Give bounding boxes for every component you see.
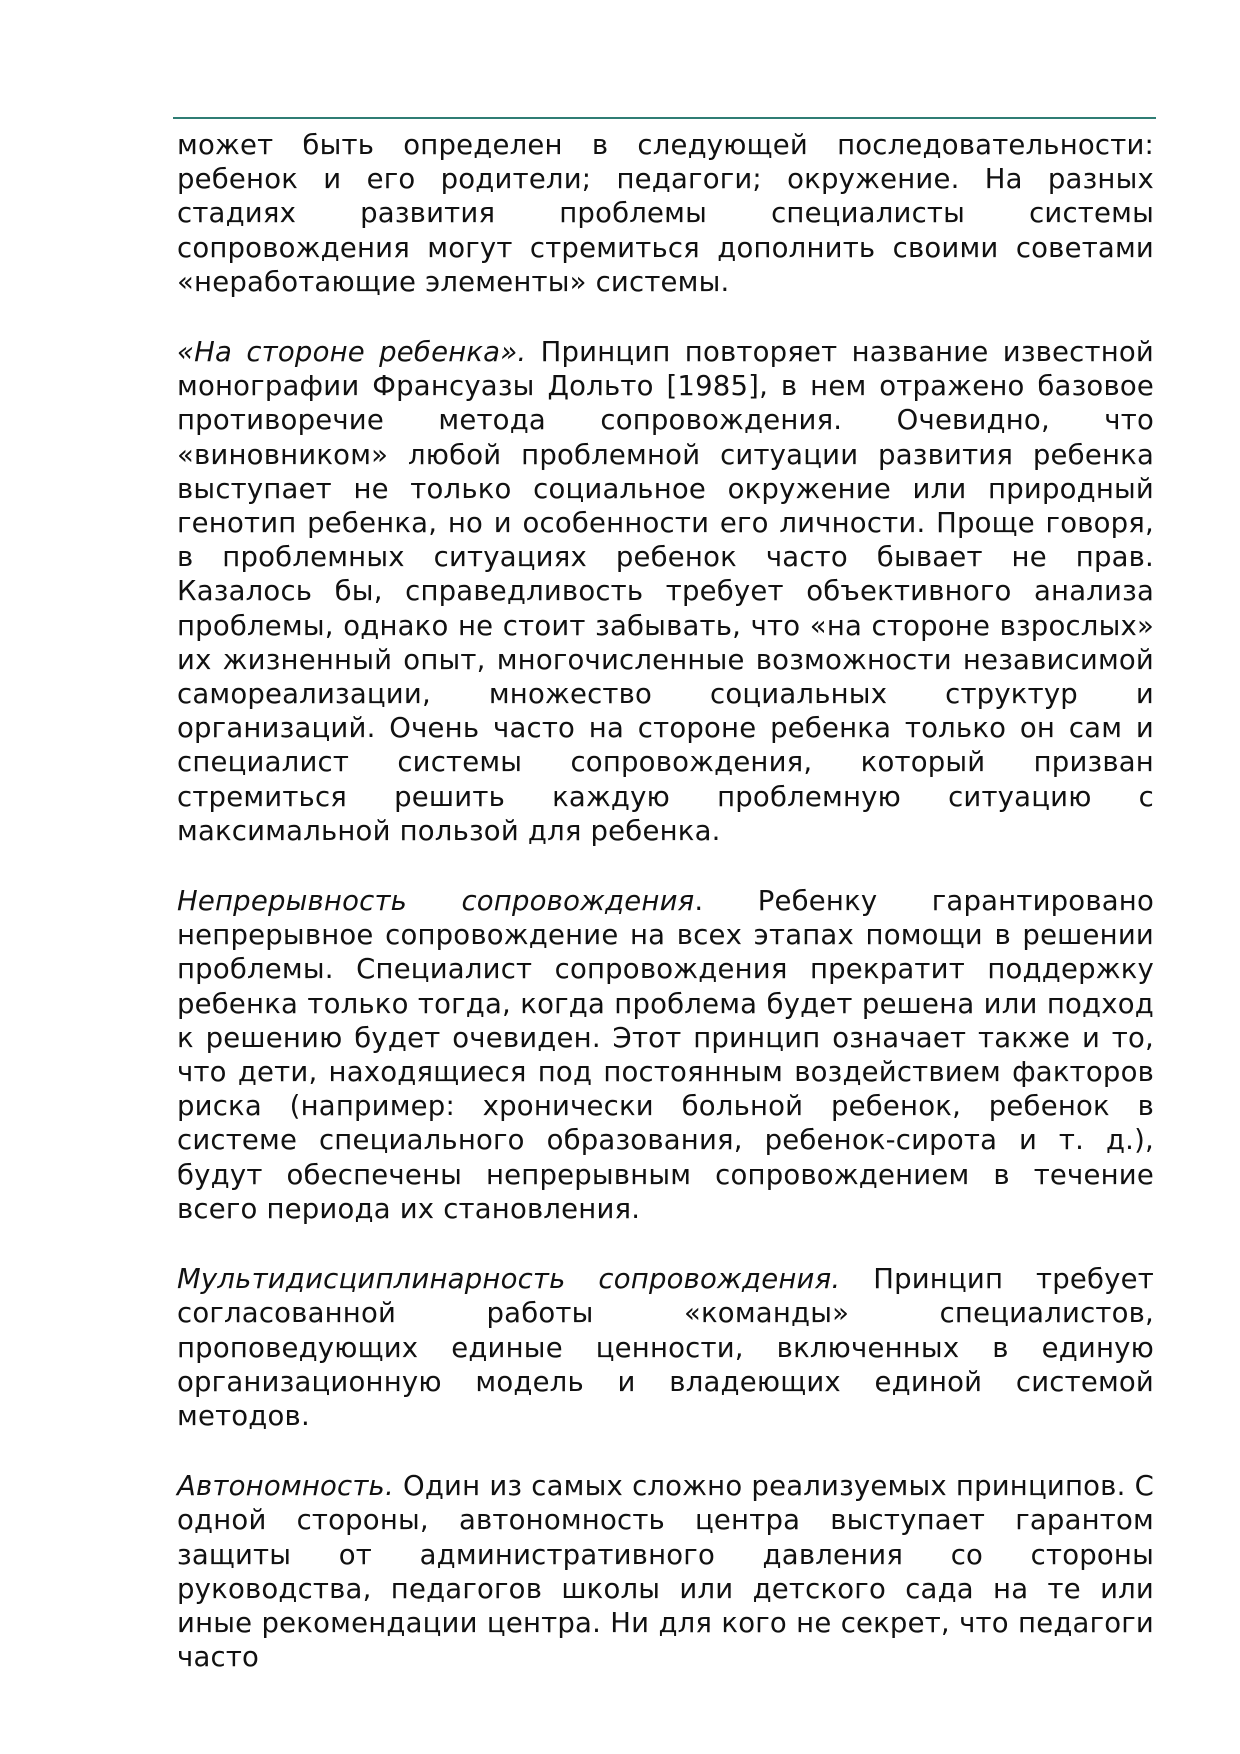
paragraph-lead: Мультидисциплинарность сопровождения.	[177, 1263, 841, 1296]
paragraph-continuation	[177, 128, 1154, 299]
paragraph-child-side	[177, 335, 1154, 848]
paragraph-lead: Непрерывность сопровождения	[177, 885, 695, 918]
paragraph-lead: «На стороне ребенка».	[177, 336, 527, 369]
paragraph-text: может быть определен в следующей последовательности: ребенок и его родители; педагоги; окружение. На разных стадиях развития проблемы специалисты системы сопровождения могут стремиться дополнить своими советами «неработающие элементы» системы.	[177, 129, 1154, 298]
document-body	[177, 128, 1154, 1710]
paragraph-autonomy	[177, 1469, 1154, 1674]
header-rule	[173, 117, 1156, 119]
paragraph-multidisciplinary	[177, 1262, 1154, 1433]
paragraph-text: Принцип повторяет название известной монографии Франсуазы Дольто [1985], в нем отражено базовое противоречие метода сопровождения. Очевидно, что «виновником» любой проблемной ситуации развития ребенка выступает не только социальное окружение или природный генотип ребенка, но и особенности его личности. Проще говоря, в проблемных ситуациях ребенок часто бывает не прав. Казалось бы, справедливость требует объективного анализа проблемы, однако не стоит забывать, что «на стороне взрослых» их жизненный опыт, многочисленные возможности независимой самореализации, множество социальных структур и организаций. Очень часто на стороне ребенка только он сам и специалист системы сопровождения, который призван стремиться решить каждую проблемную ситуацию с максимальной пользой для ребенка.	[177, 336, 1154, 847]
paragraph-text: Один из самых сложно реализуемых принципов. С одной стороны, автономность центра выступает гарантом защиты от административного давления со стороны руководства, педагогов школы или детского сада на те или иные рекомендации центра. Ни для кого не секрет, что педагоги часто	[177, 1470, 1154, 1674]
paragraph-continuity	[177, 884, 1154, 1226]
paragraph-text: . Ребенку гарантировано непрерывное сопровождение на всех этапах помощи в решении проблемы. Специалист сопровождения прекратит поддержку ребенка только тогда, когда проблема будет решена или подход к решению будет очевиден. Этот принцип означает также и то, что дети, находящиеся под постоянным воздействием факторов риска (например: хронически больной ребенок, ребенок в системе специального образования, ребенок-сирота и т. д.), будут обеспечены непрерывным сопровождением в течение всего периода их становления.	[177, 885, 1154, 1225]
paragraph-lead: Автономность.	[177, 1470, 394, 1503]
paragraph-text: Принцип требует согласованной работы «команды» специалистов, проповедующих единые ценности, включенных в единую организационную модель и владеющих единой системой методов.	[177, 1263, 1154, 1432]
